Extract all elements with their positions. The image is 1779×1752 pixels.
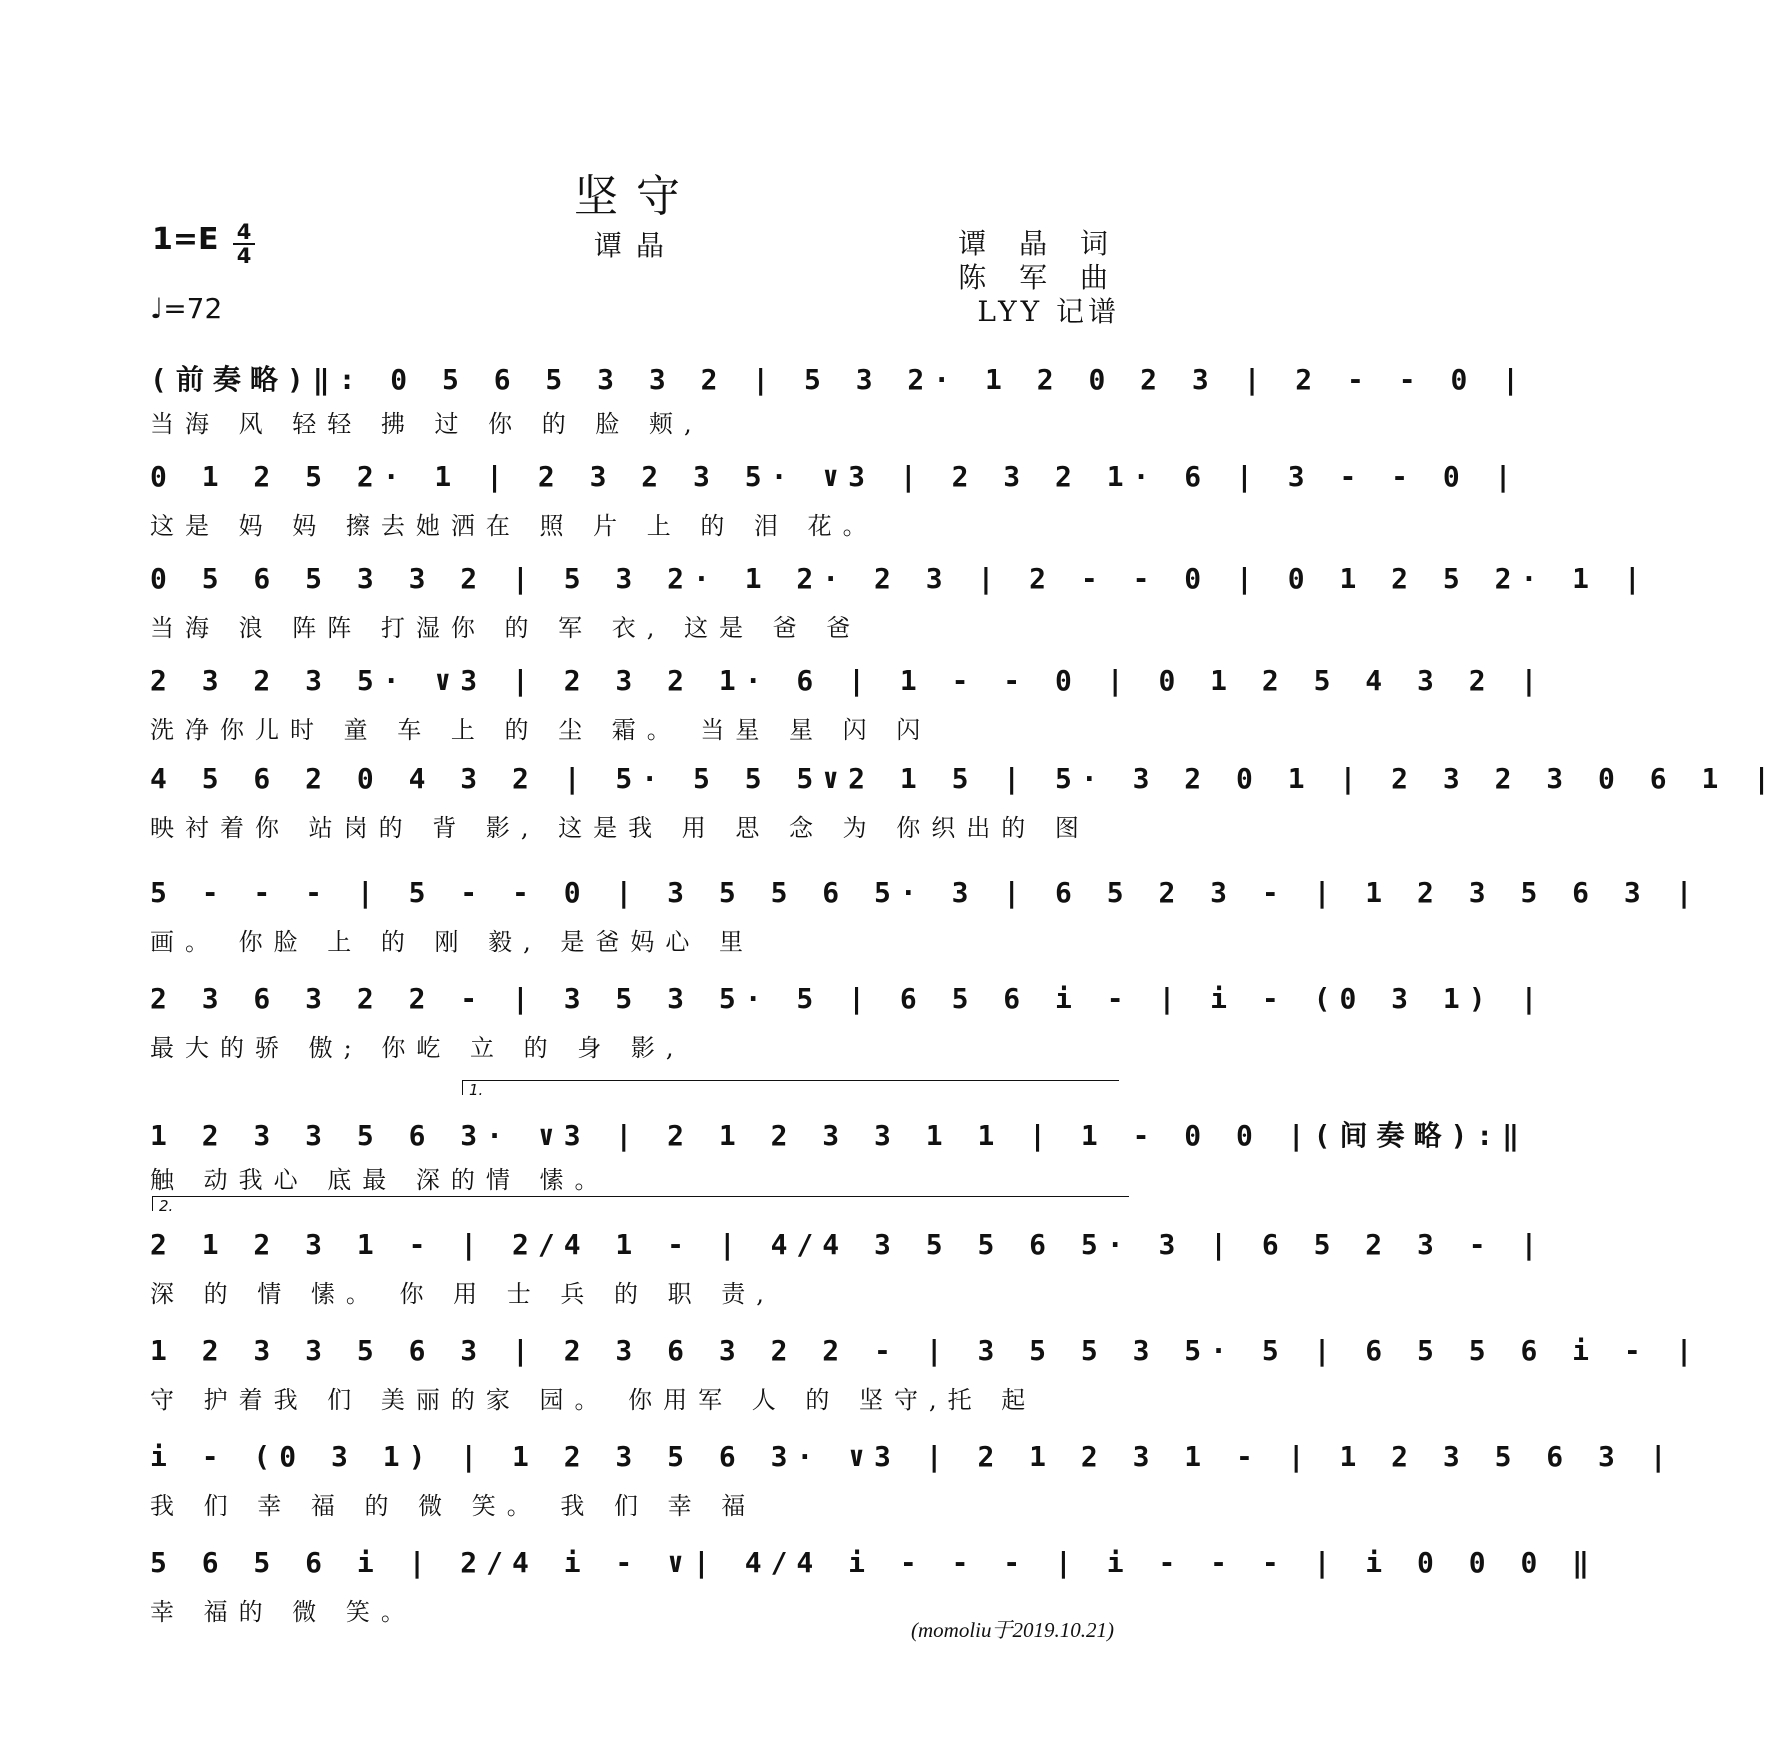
notation-line: (前奏略)‖: 0 5 6 5 3 3 2 | 5 3 2· 1 2 0 2 3 | 2 - - 0 | <box>150 363 1529 396</box>
lyrics-line: 深 的 情 愫。 你 用 士 兵 的 职 责, <box>150 1280 775 1308</box>
notation-line: 5 6 5 6 i | 2/4 i - ∨| 4/4 i - - - | i - - - | i 0 0 0 ‖ <box>150 1546 1599 1579</box>
lyrics-line: 幸 福的 微 笑。 <box>150 1598 416 1626</box>
notation-line: 4 5 6 2 0 4 3 2 | 5· 5 5 5∨2 1 5 | 5· 3 2 0 1 | 2 3 2 3 0 6 1 | <box>150 762 1779 795</box>
score-title: 坚守 <box>574 171 698 222</box>
time-signature-top: 4 <box>236 220 252 244</box>
key-signature: 1=E <box>152 222 219 257</box>
notation-line: 2 3 2 3 5· ∨3 | 2 3 2 1· 6 | 1 - - 0 | 0 1 2 5 4 3 2 | <box>150 664 1547 697</box>
transcriber-signature: (momoliu于2019.10.21) <box>911 1618 1114 1642</box>
lyrics-line: 映衬着你 站岗的 背 影, 这是我 用 思 念 为 你织出的 图 <box>150 814 1090 842</box>
composer-credit: 陈 军 曲 <box>958 261 1120 294</box>
lyrics-line: 最大的骄 傲; 你屹 立 的 身 影, <box>150 1034 685 1062</box>
lyricist-credit: 谭 晶 词 <box>958 227 1120 260</box>
notation-line: 1 2 3 3 5 6 3· ∨3 | 2 1 2 3 3 1 1 | 1 - 0 0 |(间奏略):‖ <box>150 1119 1529 1152</box>
notation-line: 1 2 3 3 5 6 3 | 2 3 6 3 2 2 - | 3 5 5 3 5· 5 | 6 5 5 6 i - | <box>150 1334 1702 1367</box>
lyrics-line: 洗净你儿时 童 车 上 的 尘 霜。 当星 星 闪 闪 <box>150 716 932 744</box>
tempo-marking: ♩=72 <box>150 292 223 325</box>
volta-second-ending: 2. <box>152 1196 1129 1211</box>
lyrics-line: 当海 浪 阵阵 打湿你 的 军 衣, 这是 爸 爸 <box>150 614 862 642</box>
time-signature-bottom: 4 <box>236 244 252 268</box>
notation-line: 2 1 2 3 1 - | 2/4 1 - | 4/4 3 5 5 6 5· 3 | 6 5 2 3 - | <box>150 1228 1547 1261</box>
lyrics-line: 触 动我心 底最 深的情 愫。 <box>150 1166 610 1194</box>
lyrics-line: 我 们 幸 福 的 微 笑。 我 们 幸 福 <box>150 1492 757 1520</box>
volta-first-ending: 1. <box>462 1080 1119 1095</box>
notation-line: 2 3 6 3 2 2 - | 3 5 3 5· 5 | 6 5 6 i - | i - (0 3 1) | <box>150 982 1547 1015</box>
lyrics-line: 当海 风 轻轻 拂 过 你 的 脸 颊, <box>150 410 703 438</box>
singer: 谭晶 <box>593 229 678 262</box>
transcriber-credit: LYY 记谱 <box>977 295 1120 328</box>
lyrics-line: 守 护着我 们 美丽的家 园。 你用军 人 的 坚守,托 起 <box>150 1386 1037 1414</box>
notation-line: 0 5 6 5 3 3 2 | 5 3 2· 1 2· 2 3 | 2 - - 0 | 0 1 2 5 2· 1 | <box>150 562 1650 595</box>
lyrics-line: 画。 你脸 上 的 刚 毅, 是爸妈心 里 <box>150 928 755 956</box>
notation-line: 5 - - - | 5 - - 0 | 3 5 5 6 5· 3 | 6 5 2 3 - | 1 2 3 5 6 3 | <box>150 876 1702 909</box>
lyrics-line: 这是 妈 妈 擦去她洒在 照 片 上 的 泪 花。 <box>150 512 878 540</box>
notation-line: i - (0 3 1) | 1 2 3 5 6 3· ∨3 | 2 1 2 3 1 - | 1 2 3 5 6 3 | <box>150 1440 1676 1473</box>
notation-line: 0 1 2 5 2· 1 | 2 3 2 3 5· ∨3 | 2 3 2 1· 6 | 3 - - 0 | <box>150 460 1521 493</box>
